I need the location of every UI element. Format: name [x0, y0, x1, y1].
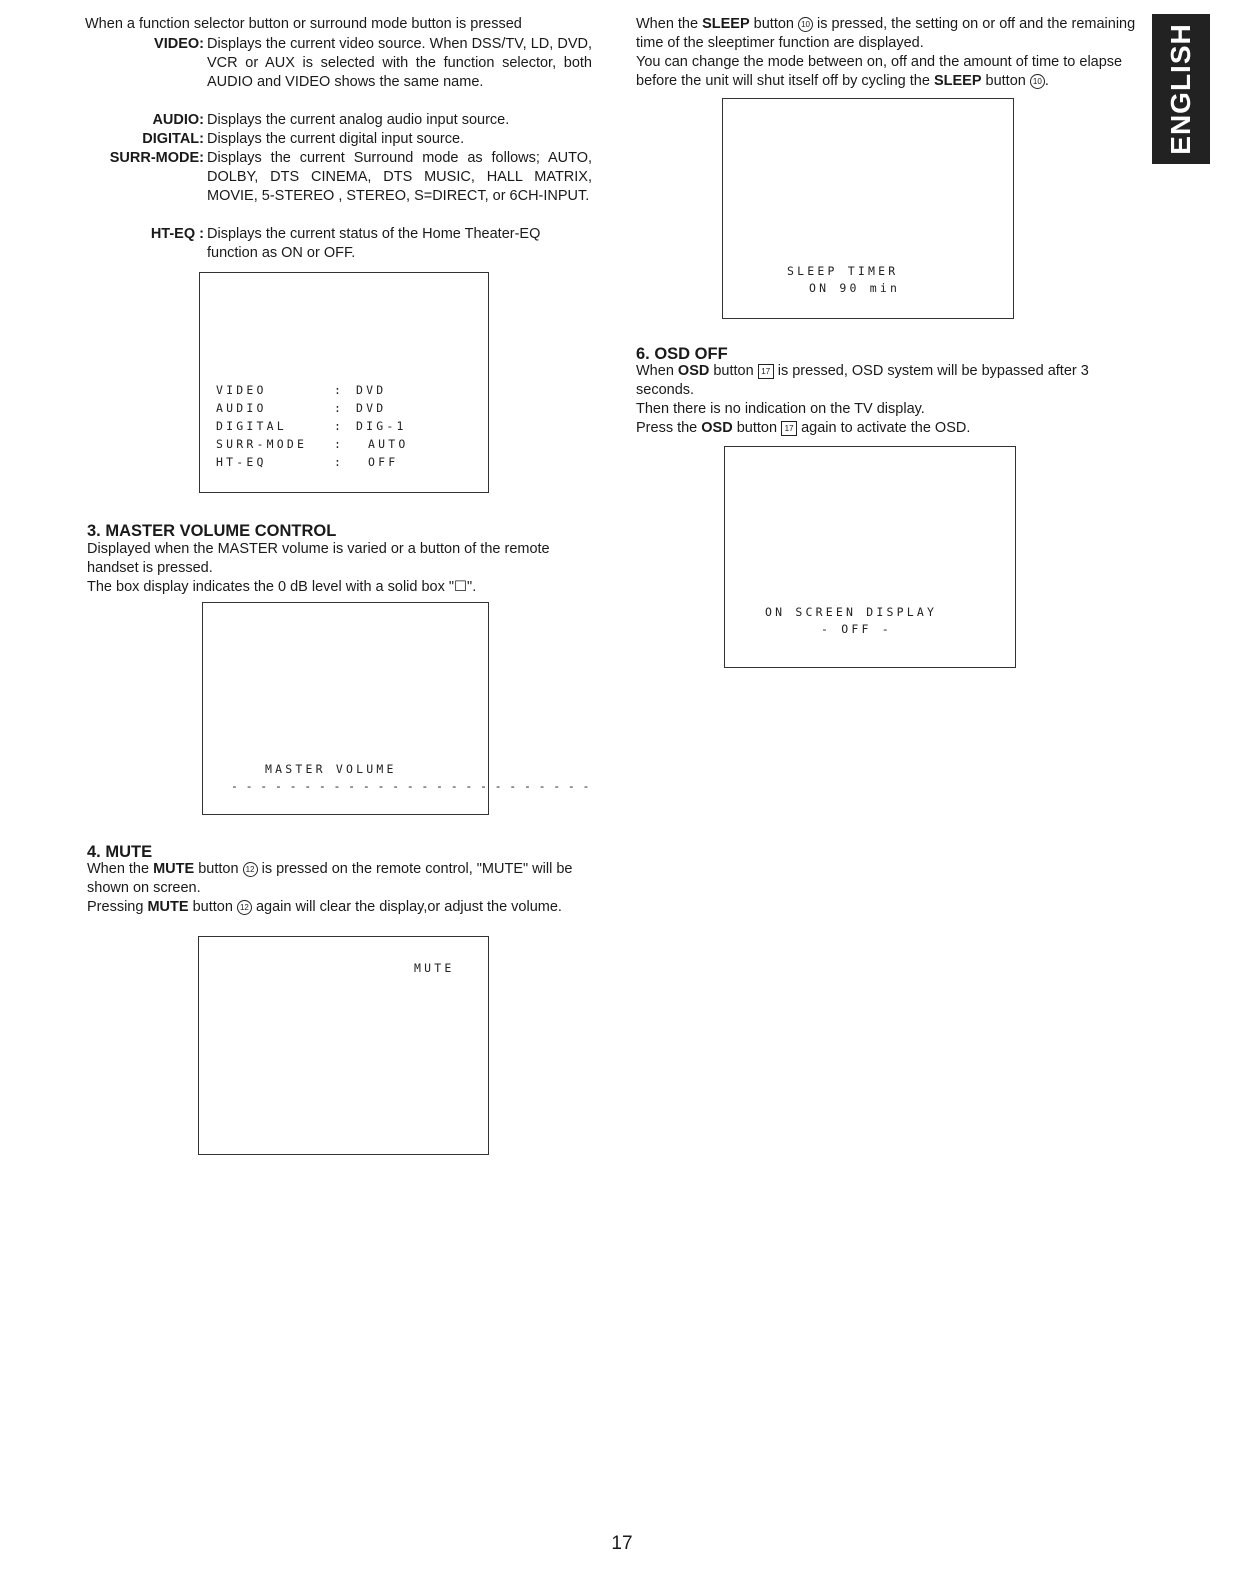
osd-screen-display-label: ON SCREEN DISPLAY: [765, 605, 938, 619]
mute-osd-screen: [198, 936, 489, 1155]
definition-term: VIDEO:: [154, 36, 204, 52]
language-tab: [1152, 14, 1210, 164]
definition-desc: Displays the current status of the Home Theater-EQ function as ON or OFF.: [207, 226, 541, 261]
osd-off-paragraph-3: Press the OSD button 17 again to activate the OSD.: [636, 420, 971, 436]
osd-row: VIDEO : DVD: [216, 383, 387, 397]
button-10-icon: 10: [1030, 74, 1045, 89]
status-osd-screen: [199, 272, 489, 493]
section-heading-mute: 4. MUTE: [87, 843, 153, 861]
section-heading-master-volume: 3. MASTER VOLUME CONTROL: [87, 522, 337, 540]
osd-off-paragraph-1: When OSD button 17 is pressed, OSD system will be bypassed after 3 seconds.: [636, 363, 1089, 398]
page-number: 17: [611, 1533, 633, 1554]
osd-mute-label: MUTE: [414, 961, 455, 975]
mute-paragraph-2: Pressing MUTE button 12 again will clear the display,or adjust the volume.: [87, 899, 562, 915]
language-tab-label: ENGLISH: [1165, 23, 1196, 155]
definition-desc: Displays the current digital input source.: [207, 131, 465, 147]
button-12-icon: 12: [243, 862, 258, 877]
osd-row: AUDIO : DVD: [216, 401, 387, 415]
button-10-icon: 10: [798, 17, 813, 32]
osd-row: HT-EQ : OFF: [216, 455, 399, 469]
definition-desc: Displays the current analog audio input source.: [207, 112, 510, 128]
button-12-icon: 12: [237, 900, 252, 915]
osd-master-volume-label: MASTER VOLUME: [265, 762, 397, 776]
sleep-timer-osd-screen: [722, 98, 1014, 319]
osd-volume-bar: - - - - - - - - - - - - - - - - - - - - - - - - -: [231, 779, 590, 793]
definition-desc: Displays the current Surround mode as follows; AUTO, DOLBY, DTS CINEMA, DTS MUSIC, HALL MATRIX, MOVIE, 5-STEREO , STEREO, S=DIRECT, or 6CH-INPUT.: [207, 150, 592, 204]
definition-desc: Displays the current video source. When DSS/TV, LD, DVD, VCR or AUX is selected with the function selector, both AUDIO and VIDEO shows the same name.: [207, 36, 592, 90]
osd-off-value: - OFF -: [821, 622, 892, 636]
sleep-paragraph-2: You can change the mode between on, off and the amount of time to elapse before the unit will shut itself off by cycling the SLEEP button 10 .: [636, 54, 1123, 89]
button-17-icon: 17: [781, 421, 797, 436]
button-17-icon: 17: [758, 364, 774, 379]
osd-off-paragraph-2: Then there is no indication on the TV display.: [636, 401, 925, 417]
osd-row: DIGITAL : DIG-1: [216, 419, 407, 433]
osd-row: SURR-MODE : AUTO: [216, 437, 409, 451]
osd-sleep-timer-label: SLEEP TIMER: [787, 264, 899, 278]
intro-text: When a function selector button or surround mode button is pressed: [85, 16, 522, 32]
definition-term: SURR-MODE:: [109, 150, 204, 166]
definition-term: DIGITAL:: [142, 131, 204, 147]
sleep-paragraph-1: When the SLEEP button 10 is pressed, the setting on or off and the remaining time of the sleeptimer function are displayed.: [636, 16, 1136, 51]
definition-video: [87, 35, 592, 111]
osd-off-screen: [724, 446, 1016, 668]
master-volume-paragraph: Displayed when the MASTER volume is varied or a button of the remote handset is pressed.: [87, 541, 550, 576]
master-volume-osd-screen: [202, 602, 590, 815]
definition-term: HT-EQ :: [150, 226, 204, 242]
section-heading-osd-off: 6. OSD OFF: [636, 345, 728, 363]
osd-sleep-timer-value: ON 90 min: [809, 281, 901, 295]
master-volume-note: The box display indicates the 0 dB level with a solid box "☐".: [87, 579, 477, 595]
mute-paragraph-1: When the MUTE button 12 is pressed on the remote control, "MUTE" will be shown on screen.: [87, 861, 573, 896]
definition-term: AUDIO:: [152, 112, 204, 128]
